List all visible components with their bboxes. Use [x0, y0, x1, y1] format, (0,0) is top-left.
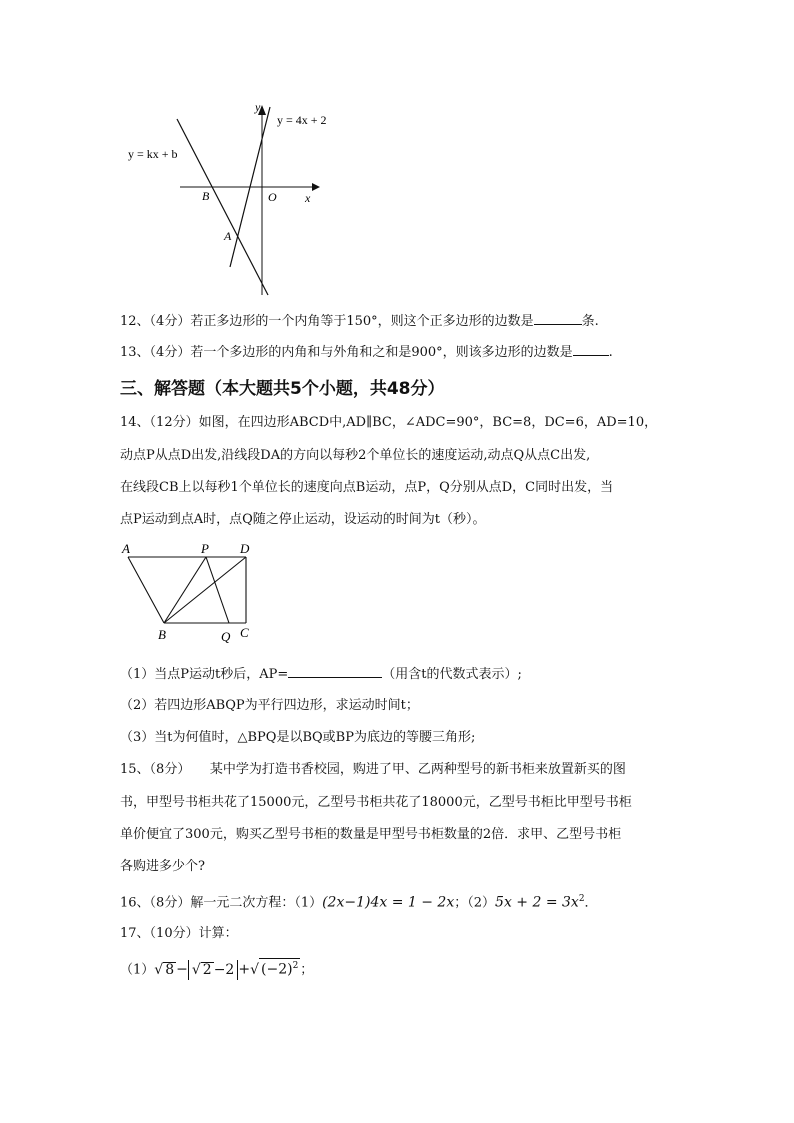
- q16-eq2: 5x + 2 = 3x: [495, 894, 579, 911]
- q12-text: 12、（4分）若正多边形的一个内角等于150°，则这个正多边形的边数是: [120, 314, 534, 329]
- q17-sub1-label: （1）: [120, 962, 155, 978]
- label-d: D: [240, 541, 250, 556]
- q17-sub-1: [120, 958, 313, 984]
- q17-sub1-end: ；: [300, 962, 314, 978]
- label-a: A: [122, 541, 130, 556]
- question-13: [120, 343, 613, 362]
- q12-answer-blank[interactable]: [534, 312, 582, 325]
- q14-line-4: 点P运动到点A时，点Q随之停止运动，设运动的时间为t（秒）。: [120, 512, 486, 527]
- q16-eq1-right: = 1 − 2x: [387, 894, 455, 911]
- q13-suffix: .: [608, 345, 613, 360]
- point-o-label: O: [268, 190, 277, 204]
- q15-line-2: 书，甲型号书柜共花了15000元，乙型号书柜共花了18000元，乙型号书柜比甲型号书柜: [120, 795, 632, 810]
- q12-suffix: 条.: [581, 314, 599, 329]
- radicand-base: (−2): [261, 961, 293, 978]
- label-p: P: [201, 541, 209, 556]
- label-q: Q: [221, 629, 231, 644]
- q15-line-3: 单价便宜了300元，购买乙型号书柜的数量是甲型号书柜数量的2倍．求甲、乙型号书柜: [120, 827, 622, 842]
- q16-eq1-left: (2x−1)4x: [322, 894, 388, 911]
- segment-bp: [164, 557, 206, 623]
- q14-sub1-suffix: （用含t的代数式表示）;: [382, 667, 522, 682]
- abs-rest: −2: [213, 961, 235, 978]
- q14-sub1-text: （1）当点P运动t秒后，AP=: [120, 667, 289, 682]
- q14-sub-3: （3）当t为何值时，△BPQ是以BQ或BP为底边的等腰三角形;: [120, 730, 476, 745]
- q14-line-2: 动点P从点D出发,沿线段DA的方向以每秒2个单位长的速度运动,动点Q从点C出发,: [120, 448, 591, 463]
- section-3-title: 三、解答题（本大题共5个小题，共48分）: [120, 379, 445, 399]
- q14-sub-2: （2）若四边形ABQP为平行四边形，求运动时间t；: [120, 698, 419, 713]
- question-16: [120, 890, 598, 912]
- label-line-4x-plus-2: y = 4x + 2: [277, 113, 327, 127]
- plus-sign: +: [238, 961, 251, 978]
- label-c: C: [240, 625, 249, 640]
- line-kx-plus-b: [177, 119, 268, 295]
- q16-separator: ；（2）: [454, 895, 496, 911]
- radicand-neg2-squared: [259, 958, 300, 978]
- q17-title: 17、（10分）计算：: [120, 926, 238, 941]
- x-axis-label: x: [305, 191, 311, 205]
- point-b-label: B: [202, 189, 210, 203]
- x-axis-arrow: [312, 183, 320, 191]
- q14-sub-1: [120, 665, 522, 684]
- q13-text: 13、（4分）若一个多边形的内角和与外角和之和是900°，则该多边形的边数是: [120, 345, 573, 360]
- q13-answer-blank[interactable]: [573, 343, 609, 356]
- q15-line-1: 15、（8分） 某中学为打造书香校园，购进了甲、乙两种型号的新书柜来放置新买的图: [120, 762, 626, 777]
- segment-bd: [164, 557, 246, 623]
- q16-eq2-exponent: 2: [578, 894, 585, 904]
- y-axis-label: y: [255, 100, 261, 114]
- segment-ab: [128, 557, 164, 623]
- figure-coordinate-lines: [120, 95, 350, 305]
- label-line-kx-plus-b: y = kx + b: [128, 147, 178, 161]
- q14-sub1-answer-blank[interactable]: [288, 665, 382, 678]
- absolute-value-expression: √ 2 −2: [188, 960, 238, 980]
- point-a-label: A: [224, 229, 232, 243]
- label-b: B: [158, 627, 166, 642]
- question-12: [120, 312, 599, 331]
- q16-end: ．: [584, 895, 598, 911]
- segment-pq: [206, 557, 229, 623]
- q16-text: 16、（8分）解一元二次方程：（1）: [120, 895, 323, 911]
- q14-line-1: 14、（12分）如图，在四边形ABCD中,AD∥BC，∠ADC=90°，BC=8，DC=6，AD=10，: [120, 415, 658, 430]
- minus-sign: −: [176, 961, 188, 978]
- q14-line-3: 在线段CB上以每秒1个单位长的速度向点B运动，点P，Q分别从点D，C同时出发，当: [120, 480, 614, 495]
- sqrt-neg2-squared: √ $(-2)^2$: [250, 962, 300, 978]
- radicand-exponent: 2: [292, 961, 299, 971]
- figure-quadrilateral-abcd: [118, 540, 268, 648]
- radicand-2: 2: [202, 961, 212, 978]
- sqrt-8: √ 8: [154, 961, 175, 978]
- radicand-8: 8: [165, 961, 175, 978]
- q15-line-4: 各购进多少个?: [120, 859, 205, 874]
